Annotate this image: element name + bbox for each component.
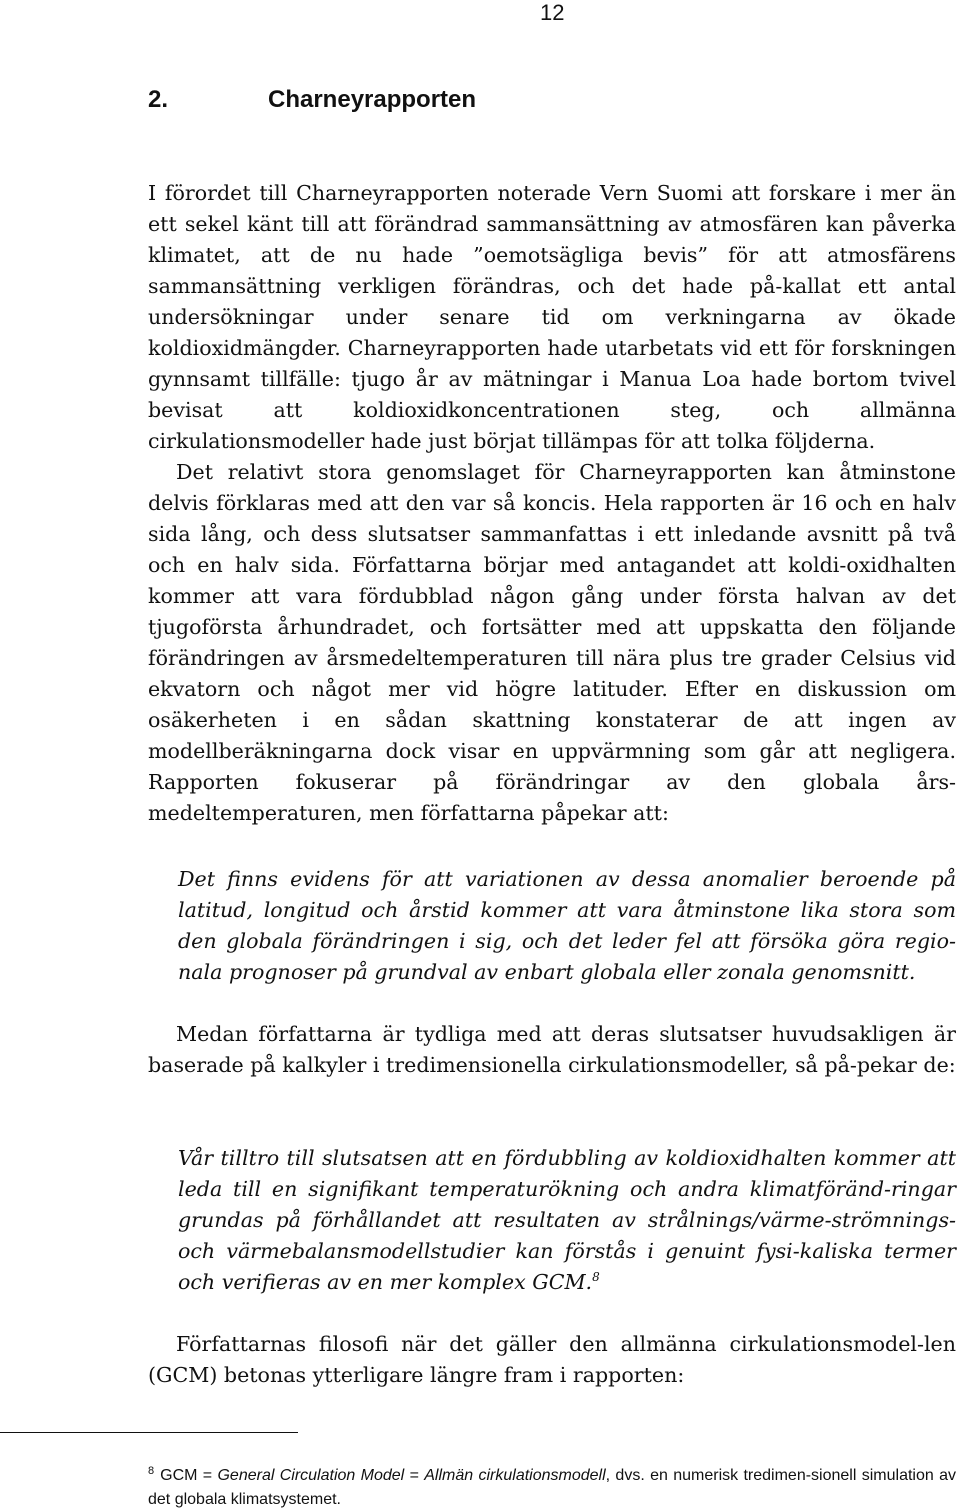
footnote-reference[interactable]: 8 — [592, 1270, 600, 1285]
footnote — [148, 1464, 956, 1512]
footnote-term-sv: Allmän cirkulationsmodell — [424, 1467, 606, 1484]
body-section-3 — [148, 1329, 956, 1391]
paragraph: Medan författarna är tydliga med att deras slutsatser huvudsakligen är baserade på kalkyler i tredimensionella cirkulationsmodeller, så på-pekar de: — [148, 1022, 956, 1077]
quote-text: Vår tilltro till slutsatsen att en fördubbling av koldioxidhalten kommer att leda till en signifikant temperaturökning och andra klimatföränd-ringar grundas på förhållandet att resultaten av strålnings/värme-strömnings- och värmebalansmodellstudier kan förstås i genuint fysi-kaliska termer och verifieras av en mer komplex GCM. — [178, 1146, 956, 1294]
paragraph: I förordet till Charneyrapporten noterade Vern Suomi att forskare i mer än ett sekel känt till att förändrad sammansättning av atmosfären kan påverka klimatet, att de nu hade ”oemotsägliga bevis” för att atmosfärens sammansättning verkligen förändras, och det hade på-kallat ett antal undersökningar under senare tid om verkningarna av ökade koldioxidmängder. Charneyrapporten hade utarbetats vid ett för forskningen gynnsamt tillfälle: tjugo år av mätningar i Manua Loa hade bortom tvivel bevisat att koldioxidkoncentrationen steg, och allmänna cirkulationsmodeller hade just börjat tillämpas för att tolka följderna. — [148, 181, 956, 453]
paragraph: Författarnas filosofi när det gäller den allmänna cirkulationsmodel-len (GCM) betonas ytterligare längre fram i rapporten: — [148, 1332, 956, 1387]
footnote-eq: = — [404, 1467, 425, 1484]
chapter-heading — [148, 86, 476, 114]
body-section-2 — [148, 1019, 956, 1081]
footnote-mark: 8 — [148, 1464, 155, 1477]
block-quote-2 — [178, 1143, 956, 1298]
footnote-term-en: General Circulation Model — [217, 1467, 405, 1484]
footnote-prefix: GCM = — [160, 1467, 218, 1484]
quote-text: Det finns evidens för att variationen av dessa anomalier beroende på latitud, longitud och årstid kommer att vara åtminstone lika stora som den globala förändringen i sig, och det leder fel att försöka göra regio-nala prognoser på grundval av enbart globala eller zonala genomsnitt. — [178, 867, 956, 984]
chapter-number: 2. — [148, 86, 169, 113]
paragraph: Det relativt stora genomslaget för Charneyrapporten kan åtminstone delvis förklaras med att den var så koncis. Hela rapporten är 16 och en halv sida lång, och dess slutsatser sammanfattas i ett inledande avsnitt på två och en halv sida. Författarna börjar med antagandet att koldi-oxidhalten kommer att vara fördubblad någon gång under första halvan av det tjugoförsta århundradet, och fortsätter med att uppskatta den följande förändringen av årsmedeltemperaturen till nära plus tre grader Celsius vid ekvatorn och något mer vid högre latituder. Efter en diskussion om osäkerheten i en sådan skattning konstaterar de att ingen av modellberäkningarna dock visar en uppvärmning som går att negligera. Rapporten fokuserar på förändringar av den globala års-medeltemperaturen, men författarna påpekar att: — [148, 460, 956, 825]
footnote-rest: , dvs. en numerisk tredimen-sionell simulation av det globala klimatsystemet. — [148, 1467, 957, 1508]
block-quote-1 — [178, 864, 956, 988]
body-section-1 — [148, 178, 956, 829]
page-number: 12 — [540, 0, 565, 25]
footnote-divider — [0, 1432, 298, 1433]
chapter-title: Charneyrapporten — [268, 86, 477, 113]
